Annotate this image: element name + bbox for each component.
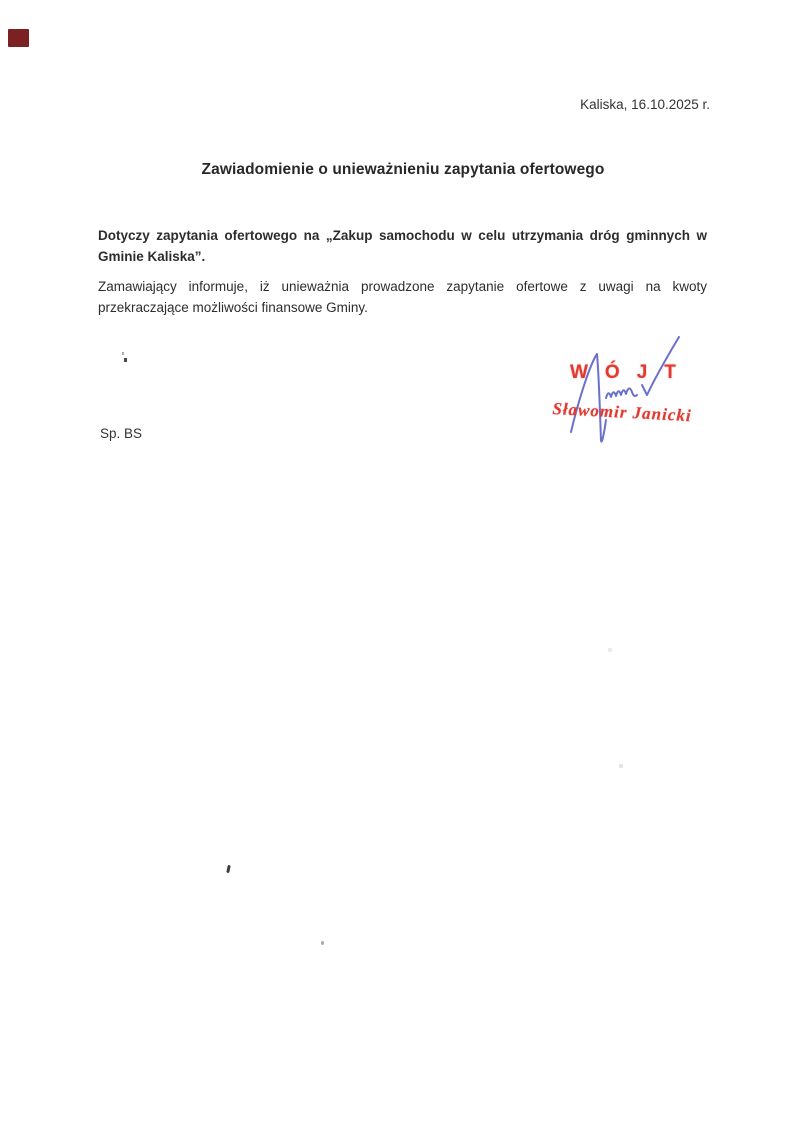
footer-reference: Sp. BS: [100, 426, 143, 441]
scan-corner-artifact: [8, 29, 29, 47]
stamp-signer-name: Sławomir Janicki: [552, 399, 693, 426]
signature-stroke-tall-zigzag: [571, 354, 606, 442]
scan-speck: [619, 764, 623, 768]
signature-stroke-diagonal: [642, 337, 679, 395]
notice-paragraph: Zamawiający informuje, iż unieważnia prowadzone zapytanie ofertowe z uwagi na kwoty przekraczające możliwości finansowe Gminy.: [98, 279, 707, 315]
scan-speck: [321, 941, 324, 945]
date-line: Kaliska, 16.10.2025 r.: [580, 97, 710, 112]
scan-dot: [122, 352, 124, 355]
subject-paragraph: Dotyczy zapytania ofertowego na „Zakup samochodu w celu utrzymania dróg gminnych w Gminie Kaliska”.: [98, 228, 707, 264]
scan-speck: [608, 648, 612, 652]
stamp-office-title: WÓJT: [570, 362, 693, 383]
scan-dot: [124, 358, 127, 362]
pen-signature-ink: [540, 330, 720, 460]
signature-stroke-scribble: [606, 388, 637, 398]
scan-speck: [226, 865, 231, 873]
scan-mark-dots: [120, 351, 130, 363]
document-title: Zawiadomienie o unieważnieniu zapytania ofertowego: [201, 161, 605, 178]
